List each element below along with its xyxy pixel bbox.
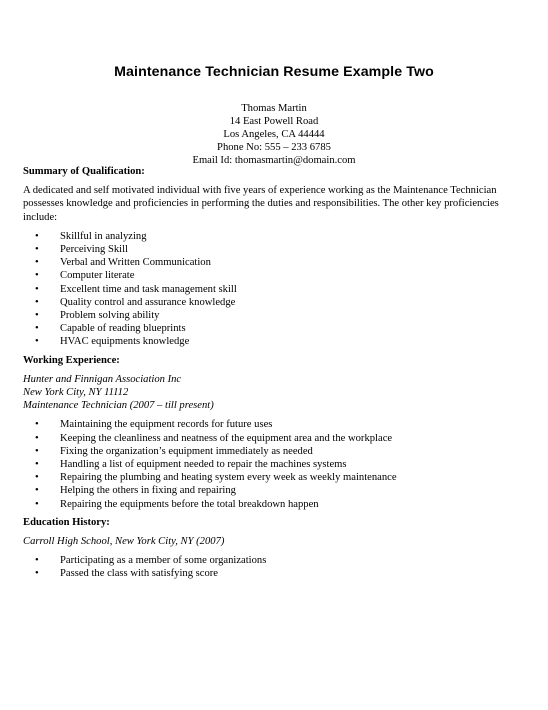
list-item: • Keeping the cleanliness and neatness of the equipment area and the workplace (23, 432, 523, 445)
list-item: • Quality control and assurance knowledge (23, 296, 523, 309)
list-item: • Handling a list of equipment needed to repair the machines systems (23, 458, 523, 471)
experience-location: New York City, NY 11112 (23, 387, 129, 399)
list-item: • Helping the others in fixing and repairing (23, 484, 523, 497)
list-item: • Capable of reading blueprints (23, 322, 523, 335)
contact-phone: Phone No: 555 – 233 6785 (217, 142, 331, 154)
contact-name: Thomas Martin (241, 103, 307, 114)
list-item: • Maintaining the equipment records for future uses (23, 418, 523, 431)
list-item: • Repairing the equipments before the total breakdown happen (23, 498, 523, 511)
resume-content (23, 165, 523, 581)
list-item: • Participating as a member of some organizations (23, 554, 523, 567)
summary-paragraph: A dedicated and self motivated individual with five years of experience working as the Maintenance Technician possesses knowledge and proficiencies in performing the duties and responsibilities. The other key proficiencies include: (23, 185, 499, 223)
summary-heading: Summary of Qualification: (23, 166, 145, 177)
education-heading: Education History: (23, 516, 110, 528)
list-item: • Repairing the plumbing and heating system every week as weekly maintenance (23, 471, 523, 484)
list-item: • Skillful in analyzing (23, 230, 523, 243)
list-item: • Excellent time and task management skill (23, 283, 523, 296)
experience-employer: Hunter and Finnigan Association Inc (23, 373, 182, 385)
contact-block (0, 102, 548, 167)
contact-email: Email Id: thomasmartin@domain.com (192, 155, 356, 167)
list-item: • Passed the class with satisfying score (23, 567, 523, 580)
experience-list (23, 418, 523, 510)
document-title: Maintenance Technician Resume Example Two (114, 64, 434, 80)
list-item: • Verbal and Written Communication (23, 256, 523, 269)
experience-position: Maintenance Technician (2007 – till present) (23, 400, 214, 412)
list-item: • Problem solving ability (23, 309, 523, 322)
list-item: • Perceiving Skill (23, 243, 523, 256)
contact-address: 14 East Powell Road (229, 116, 319, 128)
list-item: • HVAC equipments knowledge (23, 335, 523, 348)
list-item: • Fixing the organization’s equipment immediately as needed (23, 445, 523, 458)
list-item: • Computer literate (23, 269, 523, 282)
contact-city: Los Angeles, CA 44444 (223, 129, 325, 141)
experience-heading: Working Experience: (23, 354, 120, 366)
education-school: Carroll High School, New York City, NY (2007) (23, 536, 225, 548)
education-list (23, 554, 523, 580)
summary-list (23, 230, 523, 349)
